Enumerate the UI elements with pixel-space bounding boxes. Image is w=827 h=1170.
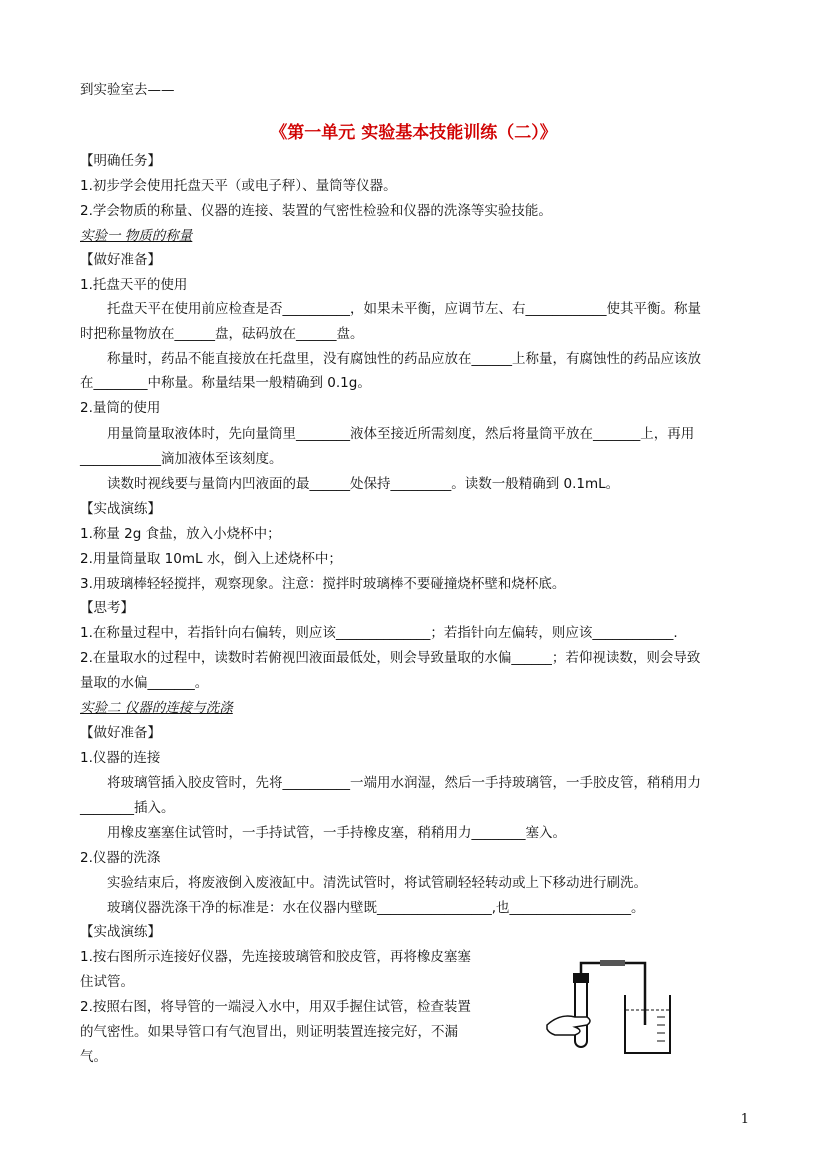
glass-tube xyxy=(581,963,645,1025)
text-line: 称量时，药品不能直接放在托盘里，没有腐蚀性的药品应放在______上称量，有腐蚀性的药品应该放 xyxy=(107,351,701,367)
text-line: 1.初步学会使用托盘天平（或电子秤）、量筒等仪器。 xyxy=(80,178,397,194)
text-line: 1.称量 2g 食盐，放入小烧杯中； xyxy=(80,526,281,542)
text-line: 1.托盘天平的使用 xyxy=(80,277,188,293)
section-heading: 实验一 物质的称量 xyxy=(80,228,193,244)
text-line: ____________滴加液体至该刻度。 xyxy=(80,451,283,467)
test-tube xyxy=(575,977,587,1047)
text-line: 读数时视线要与量筒内凹液面的最______处保持_________。读数一般精确到 0.1mL。 xyxy=(107,476,620,492)
text-line: 【做好准备】 xyxy=(80,725,161,741)
text-line: 【思考】 xyxy=(80,600,134,616)
text-line: 2.量筒的使用 xyxy=(80,400,161,416)
text-line: 在________中称量。称量结果一般精确到 0.1g。 xyxy=(80,375,371,391)
text-line: 气。 xyxy=(80,1049,107,1065)
apparatus-figure xyxy=(545,955,675,1060)
text-line: 用量筒量取液体时，先向量筒里________液体至接近所需刻度，然后将量筒平放在_______上，再用 xyxy=(107,426,695,442)
page-header: 到实验室去—— xyxy=(80,82,175,98)
text-line: 2.仪器的洗涤 xyxy=(80,850,161,866)
beaker xyxy=(625,995,670,1053)
section-heading: 实验二 仪器的连接与洗涤 xyxy=(80,700,233,716)
text-line: 1.仪器的连接 xyxy=(80,750,161,766)
text-line: 用橡皮塞塞住试管时，一手持试管，一手持橡皮塞，稍稍用力________塞入。 xyxy=(107,825,566,841)
text-line: 2.学会物质的称量、仪器的连接、装置的气密性检验和仪器的洗涤等实验技能。 xyxy=(80,203,552,219)
text-line: 1.按右图所示连接好仪器，先连接玻璃管和胶皮管，再将橡皮塞塞 xyxy=(80,949,471,965)
page-title: 《第一单元 实验基本技能训练（二）》 xyxy=(270,123,557,143)
text-line: 2.按照右图，将导管的一端浸入水中，用双手握住试管，检查装置 xyxy=(80,999,471,1015)
text-line: 2.在量取水的过程中，读数时若俯视凹液面最低处，则会导致量取的水偏______；若仰视读数，则会导致 xyxy=(80,650,701,666)
text-line: 【明确任务】 xyxy=(80,153,161,169)
text-line: 1.在称量过程中，若指针向右偏转，则应该______________；若指针向左偏转，则应该____________. xyxy=(80,625,678,641)
text-line: 【实战演练】 xyxy=(80,501,161,517)
rubber-hose xyxy=(600,960,625,966)
text-line: 【做好准备】 xyxy=(80,252,161,268)
text-line: 住试管。 xyxy=(80,974,134,990)
text-line: ________插入。 xyxy=(80,800,175,816)
text-line: 玻璃仪器洗涤干净的标准是：水在仪器内壁既_________________,也__________________。 xyxy=(107,900,645,916)
text-line: 2.用量筒量取 10mL 水，倒入上述烧杯中； xyxy=(80,551,342,567)
text-line: 时把称量物放在______盘，砝码放在______盘。 xyxy=(80,326,364,342)
text-line: 量取的水偏_______。 xyxy=(80,675,209,691)
text-line: 的气密性。如果导管口有气泡冒出，则证明装置连接完好，不漏 xyxy=(80,1024,458,1040)
text-line: 3.用玻璃棒轻轻搅拌，观察现象。注意：搅拌时玻璃棒不要碰撞烧杯壁和烧杯底。 xyxy=(80,576,566,592)
rubber-stopper xyxy=(573,973,589,983)
page-number: 1 xyxy=(740,1112,749,1127)
text-line: 实验结束后，将废液倒入废液缸中。清洗试管时，将试管刷轻轻转动或上下移动进行刷洗。 xyxy=(107,875,647,891)
text-line: 托盘天平在使用前应检查是否__________，如果未平衡，应调节左、右____________使其平衡。称量 xyxy=(107,301,701,317)
text-line: 将玻璃管插入胶皮管时，先将__________一端用水润湿，然后一手持玻璃管，一手胶皮管，稍稍用力 xyxy=(107,775,701,791)
text-line: 【实战演练】 xyxy=(80,924,161,940)
hand-icon xyxy=(547,1016,590,1035)
